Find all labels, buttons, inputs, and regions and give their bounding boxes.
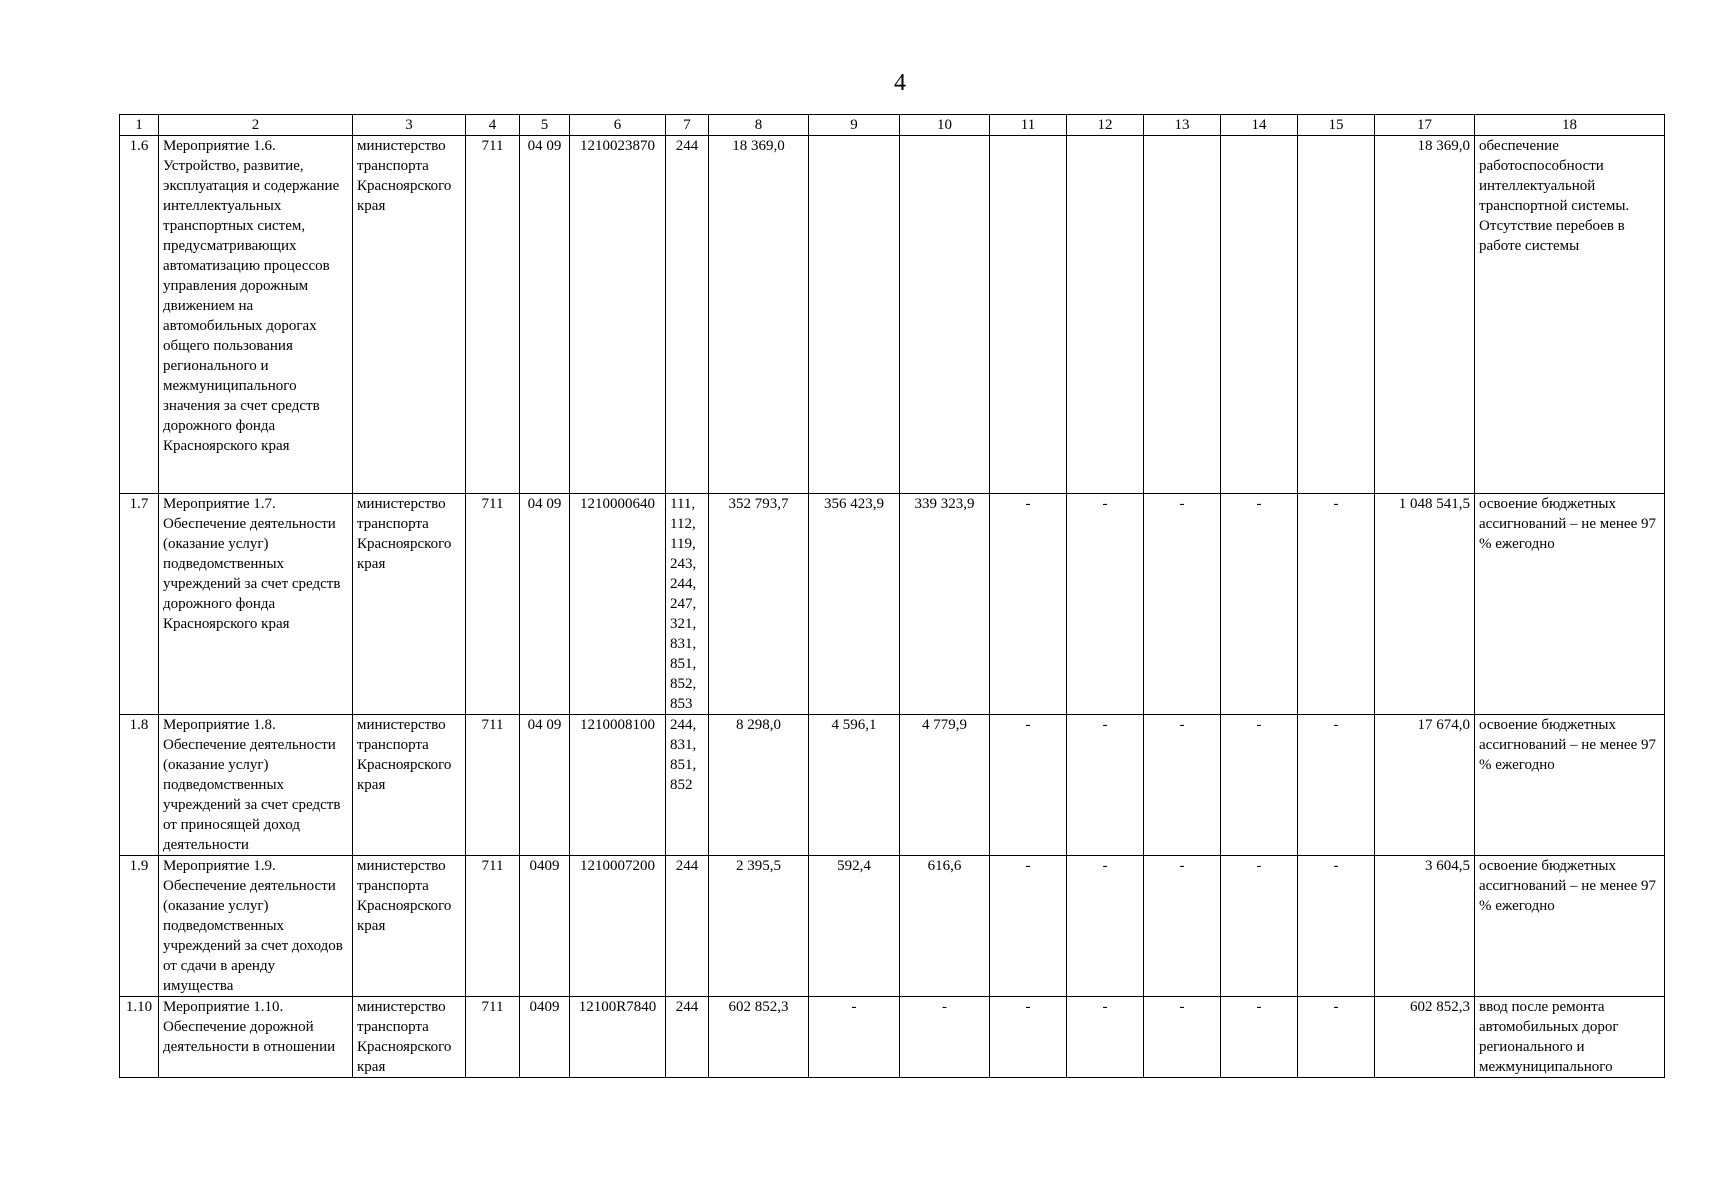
grbs-code: 711 (466, 856, 520, 997)
page-number: 4 (894, 70, 906, 96)
column-header: 7 (666, 115, 709, 136)
col-14-cell: - (1221, 494, 1298, 715)
expected-result: освоение бюджетных ассигнований – не менее 97 % ежегодно (1475, 715, 1665, 856)
year-1-amount: 602 852,3 (709, 997, 809, 1078)
table-row (120, 494, 1665, 715)
col-14-cell: - (1221, 997, 1298, 1078)
year-2-amount (809, 136, 900, 494)
col-13-cell (1144, 136, 1221, 494)
col-15-cell: - (1298, 715, 1375, 856)
rzpr-code: 04 09 (520, 136, 570, 494)
header-row (120, 115, 1665, 136)
column-header: 9 (809, 115, 900, 136)
total-amount: 17 674,0 (1375, 715, 1475, 856)
column-header: 5 (520, 115, 570, 136)
col-12-cell: - (1067, 856, 1144, 997)
vr-code: 111, 112, 119, 243, 244, 247, 321, 831, 851, 852, 853 (666, 494, 709, 715)
year-3-amount: 4 779,9 (900, 715, 990, 856)
column-header: 17 (1375, 115, 1475, 136)
table-row (120, 856, 1665, 997)
col-14-cell: - (1221, 715, 1298, 856)
column-header: 11 (990, 115, 1067, 136)
col-15-cell: - (1298, 997, 1375, 1078)
year-1-amount: 8 298,0 (709, 715, 809, 856)
grbs-code: 711 (466, 715, 520, 856)
vr-code: 244 (666, 136, 709, 494)
activity-name: Мероприятие 1.10. Обеспечение дорожной деятельности в отношении (159, 997, 353, 1078)
col-13-cell: - (1144, 997, 1221, 1078)
year-3-amount (900, 136, 990, 494)
grbs-code: 711 (466, 997, 520, 1078)
year-2-amount: 356 423,9 (809, 494, 900, 715)
year-3-amount: - (900, 997, 990, 1078)
column-header: 14 (1221, 115, 1298, 136)
col-11-cell: - (990, 715, 1067, 856)
rzpr-code: 0409 (520, 856, 570, 997)
col-13-cell: - (1144, 715, 1221, 856)
col-13-cell: - (1144, 494, 1221, 715)
expected-result: ввод после ремонта автомобильных дорог регионального и межмуниципального (1475, 997, 1665, 1078)
col-13-cell: - (1144, 856, 1221, 997)
row-number: 1.8 (120, 715, 159, 856)
column-header: 13 (1144, 115, 1221, 136)
year-1-amount: 18 369,0 (709, 136, 809, 494)
executor: министерство транспорта Красноярского края (353, 136, 466, 494)
row-number: 1.10 (120, 997, 159, 1078)
row-number: 1.7 (120, 494, 159, 715)
year-3-amount: 339 323,9 (900, 494, 990, 715)
vr-code: 244 (666, 997, 709, 1078)
rzpr-code: 0409 (520, 997, 570, 1078)
expected-result: освоение бюджетных ассигнований – не менее 97 % ежегодно (1475, 494, 1665, 715)
col-15-cell: - (1298, 494, 1375, 715)
column-header: 10 (900, 115, 990, 136)
table-row (120, 997, 1665, 1078)
col-12-cell: - (1067, 494, 1144, 715)
col-14-cell: - (1221, 856, 1298, 997)
csr-code: 1210008100 (570, 715, 666, 856)
executor: министерство транспорта Красноярского края (353, 997, 466, 1078)
total-amount: 18 369,0 (1375, 136, 1475, 494)
csr-code: 1210007200 (570, 856, 666, 997)
expected-result: обеспечение работоспособности интеллектуальной транспортной системы. Отсутствие перебоев в работе системы (1475, 136, 1665, 494)
activity-name: Мероприятие 1.9. Обеспечение деятельности (оказание услуг) подведомственных учреждений за счет доходов от сдачи в аренду имущества (159, 856, 353, 997)
col-11-cell: - (990, 997, 1067, 1078)
activity-name: Мероприятие 1.8. Обеспечение деятельности (оказание услуг) подведомственных учреждений за счет средств от приносящей доход деятельности (159, 715, 353, 856)
col-14-cell (1221, 136, 1298, 494)
col-11-cell (990, 136, 1067, 494)
expected-result: освоение бюджетных ассигнований – не менее 97 % ежегодно (1475, 856, 1665, 997)
vr-code: 244, 831, 851, 852 (666, 715, 709, 856)
col-15-cell (1298, 136, 1375, 494)
col-11-cell: - (990, 494, 1067, 715)
total-amount: 602 852,3 (1375, 997, 1475, 1078)
rzpr-code: 04 09 (520, 494, 570, 715)
year-2-amount: - (809, 997, 900, 1078)
row-number: 1.6 (120, 136, 159, 494)
column-header: 8 (709, 115, 809, 136)
year-1-amount: 2 395,5 (709, 856, 809, 997)
total-amount: 3 604,5 (1375, 856, 1475, 997)
table-row (120, 136, 1665, 494)
col-12-cell (1067, 136, 1144, 494)
year-2-amount: 592,4 (809, 856, 900, 997)
activity-name: Мероприятие 1.6. Устройство, развитие, эксплуатация и содержание интеллектуальных транспортных систем, предусматривающих автоматизацию процессов управления дорожным движением на автомобильных дорогах общего пользования регионального и межмуниципального значения за счет средств дорожного фонда Красноярского края (159, 136, 353, 494)
year-3-amount: 616,6 (900, 856, 990, 997)
year-1-amount: 352 793,7 (709, 494, 809, 715)
activity-name: Мероприятие 1.7. Обеспечение деятельности (оказание услуг) подведомственных учреждений за счет средств дорожного фонда Красноярского края (159, 494, 353, 715)
column-header: 18 (1475, 115, 1665, 136)
total-amount: 1 048 541,5 (1375, 494, 1475, 715)
column-header: 1 (120, 115, 159, 136)
column-header: 4 (466, 115, 520, 136)
rzpr-code: 04 09 (520, 715, 570, 856)
budget-table (119, 114, 1665, 1078)
col-11-cell: - (990, 856, 1067, 997)
grbs-code: 711 (466, 494, 520, 715)
column-header: 3 (353, 115, 466, 136)
csr-code: 1210000640 (570, 494, 666, 715)
csr-code: 12100R7840 (570, 997, 666, 1078)
column-header: 12 (1067, 115, 1144, 136)
column-header: 6 (570, 115, 666, 136)
column-header: 2 (159, 115, 353, 136)
row-number: 1.9 (120, 856, 159, 997)
executor: министерство транспорта Красноярского края (353, 856, 466, 997)
csr-code: 1210023870 (570, 136, 666, 494)
table-row (120, 715, 1665, 856)
col-12-cell: - (1067, 715, 1144, 856)
year-2-amount: 4 596,1 (809, 715, 900, 856)
vr-code: 244 (666, 856, 709, 997)
column-header: 15 (1298, 115, 1375, 136)
executor: министерство транспорта Красноярского края (353, 715, 466, 856)
col-12-cell: - (1067, 997, 1144, 1078)
col-15-cell: - (1298, 856, 1375, 997)
executor: министерство транспорта Красноярского края (353, 494, 466, 715)
grbs-code: 711 (466, 136, 520, 494)
